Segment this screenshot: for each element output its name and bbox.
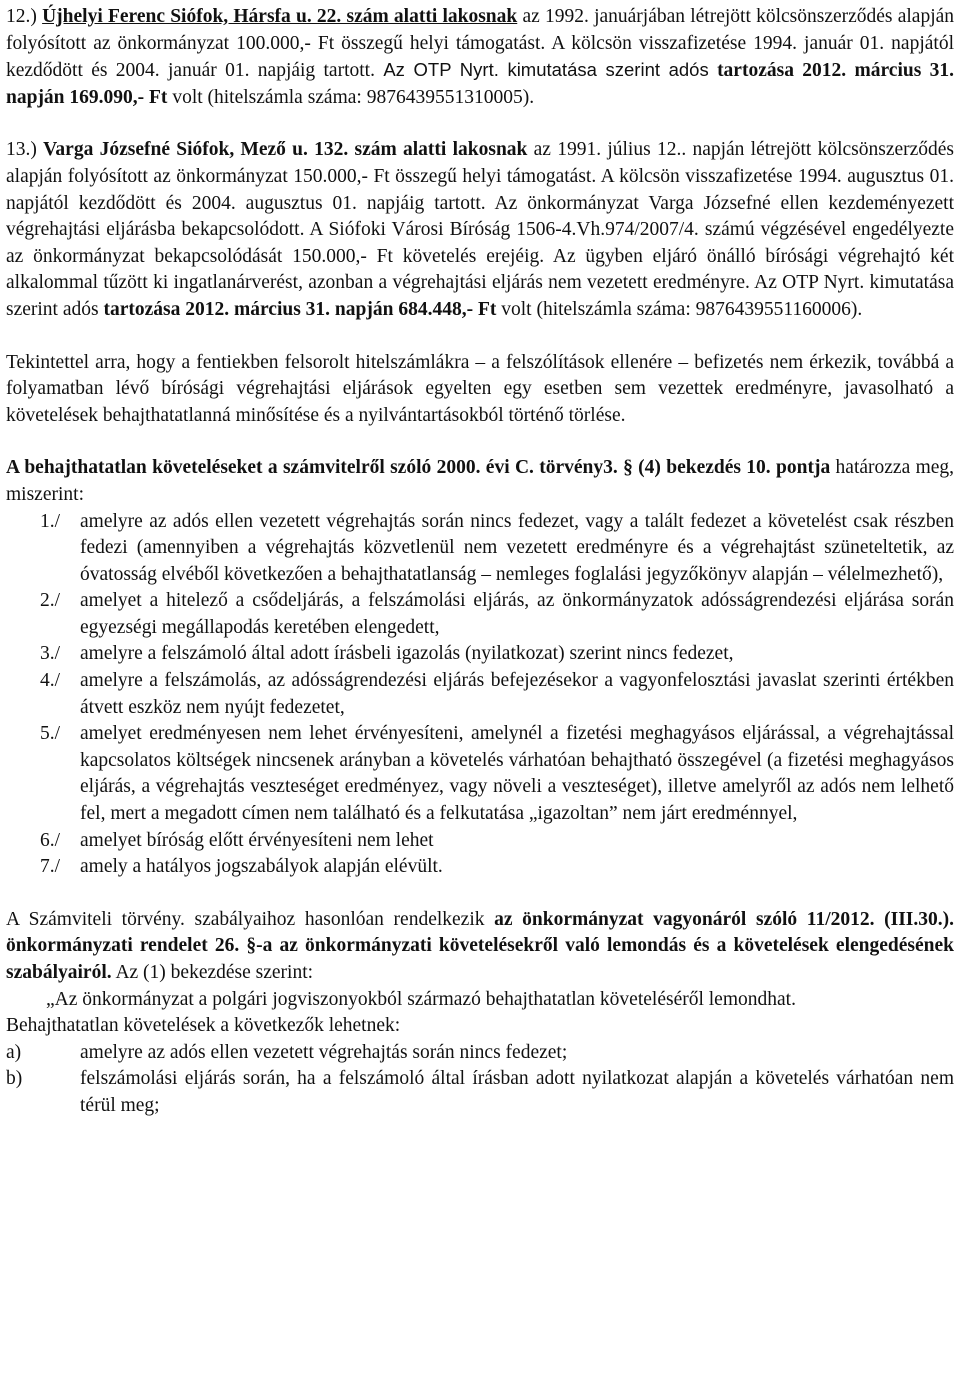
item-13-account: volt (hitelszámla száma: 9876439551160006). <box>501 298 863 320</box>
item-13-text: az 1991. július 12.. napján létrejött kölcsönszerződés alapján folyósított az önkormányzat 150.000,- Ft összegű helyi támogatást. A kölcsön visszafizetése 1994. augusztus 01. napjától kezdődött és 2004. augusztus 01. napjáig tartott. Az önkormányzat Varga Józsefné ellen kezdeményezett végrehajtási eljárásba bekapcsolódott. A Siófoki Városi Bíróság 1506-4.Vh.974/2007/4. számú végzésével engedélyezte az önkormányzat bekapcsolódását 150.000,- Ft követelés erejéig. Az ügyben eljáró önálló bírósági végrehajtó két alkalommal tűzött ki ingatlanárverést, azonban a végrehajtási eljárás nem vezetett eredményre. <box>6 139 955 294</box>
list-item <box>6 828 954 855</box>
item-12-debt-amount: tartozása 2012. március 31. napján 169.090,- Ft <box>6 60 955 108</box>
list-item <box>6 854 954 881</box>
item-13-debtor: Varga Józsefné Siófok, Mező u. 132. szám alatti lakosnak <box>43 139 528 161</box>
item-13-otp-text: Az OTP Nyrt. kimutatása szerint adós <box>6 272 954 320</box>
list-item <box>6 668 954 721</box>
list-item <box>6 509 954 589</box>
item-12-debtor: Újhelyi Ferenc Siófok, Hársfa u. 22. szám alatti lakosnak <box>42 6 518 27</box>
item-12 <box>6 4 954 111</box>
list-item-number: 6./ <box>40 829 61 851</box>
list-item-text: amelyre az adós ellen vezetett végrehajtás során nincs fedezet; <box>80 1041 568 1063</box>
list-item-text: amelyre az adós ellen vezetett végrehajtás során nincs fedezet, vagy a talált fedezet a követelést csak részben fedezi (amennyiben a végrehajtás közvetlenül nem vezetett eredményre és a végrehajtást szüneteltetik, az óvatosság elvéből következően a behajthatatlanság – nemleges foglalási jegyzőkönyv alapján – vélelmezhető), <box>80 510 954 585</box>
decree-quote-2: Behajthatatlan követelések a következők lehetnek: <box>6 1015 401 1037</box>
item-12-text: az 1992. januárjában létrejött kölcsönszerződés alapján folyósított az önkormányzat 100.000,- Ft összegű helyi támogatást. A kölcsön visszafizetése 1994. január 01. napjától kezdődött és 2004. január 01. napjáig tartott. <box>6 6 955 82</box>
list-item <box>6 721 954 827</box>
list-item-text: amelyet bíróság előtt érvényesíteni nem lehet <box>80 829 434 851</box>
item-13 <box>6 137 954 323</box>
list-item <box>6 1040 954 1067</box>
list-item-number: 2./ <box>40 590 61 612</box>
list-item-number: 1./ <box>40 510 61 532</box>
list-item-number: 5./ <box>40 723 61 745</box>
list-item-number: 4./ <box>40 670 61 692</box>
list-item-text: felszámolási eljárás során, ha a felszámoló által írásban adott nyilatkozat alapján a követelés várhatóan nem térül meg; <box>80 1068 954 1116</box>
item-12-otp-text: Az OTP Nyrt. kimutatása szerint adós <box>383 59 709 81</box>
item-13-debt-amount: tartozása 2012. március 31. napján 684.448,- Ft <box>103 298 497 320</box>
item-13-number: 13.) <box>6 139 37 161</box>
spacer <box>6 881 954 907</box>
decree-bold: az önkormányzat vagyonáról szóló 11/2012. (III.30.). önkormányzati rendelet 26. §-a az önkormányzati követelésekről való lemondás és a követelések elengedésének szabályairól. <box>6 908 954 983</box>
decree-tail: Az (1) bekezdése szerint: <box>115 962 314 983</box>
law-heading-bold: A behajthatatlan követeléseket a számvitelről szóló 2000. évi C. törvény3. § (4) bekezdés 10. pontja <box>6 457 831 479</box>
law-points <box>6 509 954 881</box>
list-item-text: amelyre a felszámolás, az adósságrendezési eljárás befejezésekor a vagyonfelosztási javaslat szerinti értékben átvett eszköz nem nyújt fedezetet, <box>80 670 954 718</box>
list-item <box>6 588 954 641</box>
law-heading <box>6 455 954 508</box>
decree-points <box>6 1040 954 1120</box>
list-item-number: 3./ <box>40 643 61 665</box>
list-item <box>6 641 954 668</box>
list-item-letter: a) <box>6 1041 22 1063</box>
law-heading-tail: határozza meg, miszerint: <box>6 457 955 505</box>
decree-intro: A Számviteli törvény. szabályaihoz hasonlóan rendelkezik <box>6 908 485 930</box>
list-item-number: 7./ <box>40 856 61 878</box>
list-item-letter: b) <box>6 1068 23 1090</box>
list-item-text: amelyre a felszámoló által adott írásbeli igazolás (nyilatkozat) szerint nincs fedezet, <box>80 643 734 665</box>
list-item-text: amely a hatályos jogszabályok alapján elévült. <box>80 856 443 878</box>
list-item-text: amelyet a hitelező a csődeljárás, a felszámolási eljárás, az önkormányzatok adósságrendezési eljárása során egyezségi megállapodás keretében elengedett, <box>80 590 954 638</box>
decree-quote: „Az önkormányzat a polgári jogviszonyokból származó behajthatatlan követeléséről lemondhat. <box>46 988 796 1010</box>
list-item-text: amelyet eredményesen nem lehet érvényesíteni, amelynél a fizetési meghagyásos eljárással, a végrehajtással kapcsolatos költségek nincsenek arányban a követelés várhatóan behajtható összegével (a fizetési meghagyásos eljárás, a végrehajtás veszteséget eredményez, vagy növeli a veszteséget), illetve amelyről az adós nem lelhető fel, mert a megadott címen nem található és a felkutatása „igazoltan” nem járt eredménnyel, <box>80 723 954 825</box>
list-item <box>6 1066 954 1119</box>
conclusion-paragraph: Tekintettel arra, hogy a fentiekben felsorolt hitelszámlákra – a felszólítások ellenére – befizetés nem érkezik, továbbá a folyamatban lévő bírósági végrehajtási eljárások egyelten egy esetben sem vezettek eredményre, javasolható a követelések behajthatatlanná minősítése és a nyilvántartásokból történő törlése. <box>6 351 954 426</box>
decree-paragraph <box>6 907 954 987</box>
item-12-number: 12.) <box>6 6 37 27</box>
item-12-account: volt (hitelszámla száma: 9876439551310005). <box>172 86 535 108</box>
